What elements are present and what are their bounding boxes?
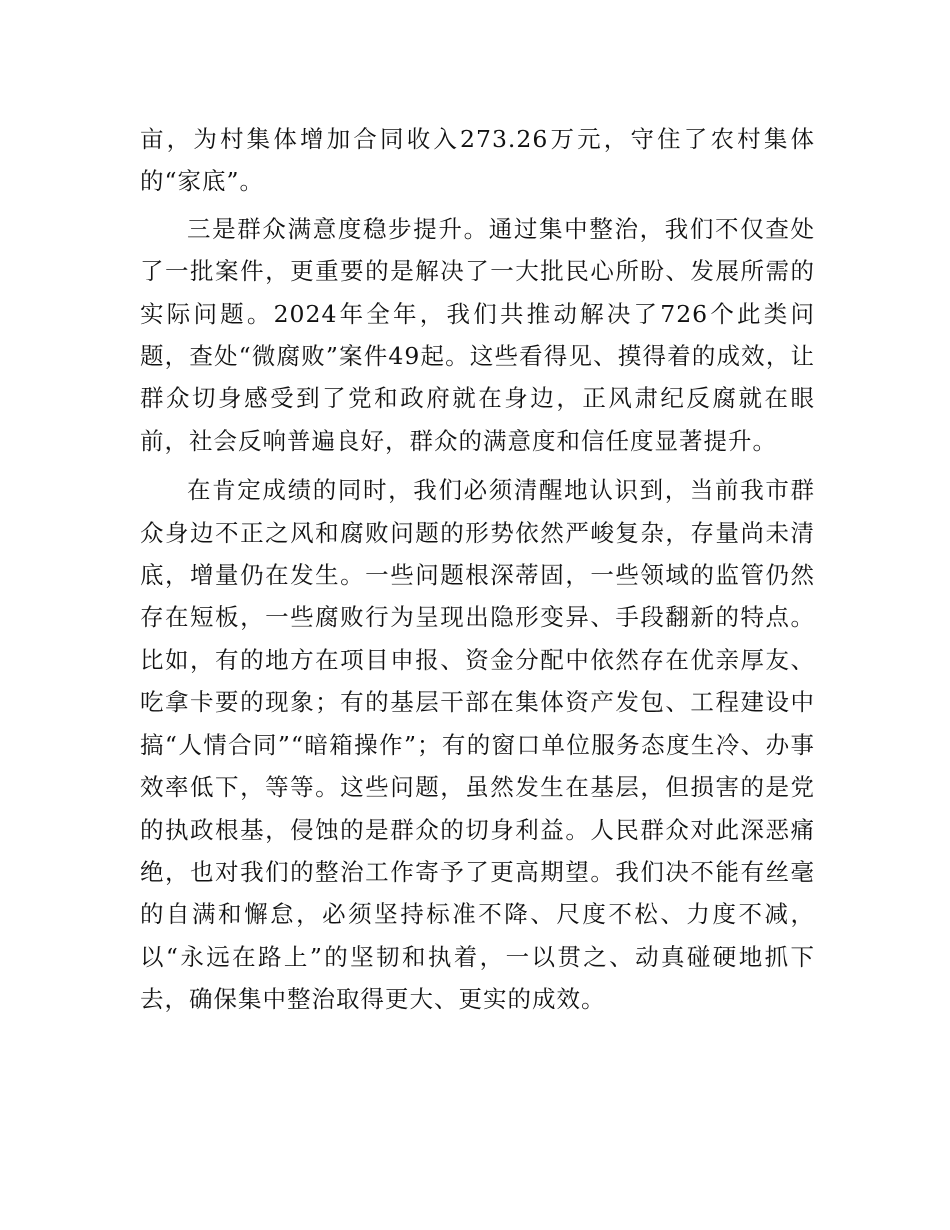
paragraph-continuation: 亩，为村集体增加合同收入273.26万元，守住了农村集体的“家底”。 — [140, 125, 815, 196]
paragraph-satisfaction: 三是群众满意度稳步提升。通过集中整治，我们不仅查处了一批案件，更重要的是解决了一大批民心所盼、发展所需的实际问题。2024年全年，我们共推动解决了726个此类问题，查处“微腐败”案件49起。这些看得见、摸得着的成效，让群众切身感受到了党和政府就在身边，正风肃纪反腐就在眼前，社会反响普遍良好，群众的满意度和信任度显著提升。 — [140, 214, 815, 455]
paragraph-challenges: 在肯定成绩的同时，我们必须清醒地认识到，当前我市群众身边不正之风和腐败问题的形势依然严峻复杂，存量尚未清底，增量仍在发生。一些问题根深蒂固，一些领域的监管仍然存在短板，一些腐败行为呈现出隐形变异、手段翻新的特点。比如，有的地方在项目申报、资金分配中依然存在优亲厚友、吃拿卡要的现象；有的基层干部在集体资产发包、工程建设中搞“人情合同”“暗箱操作”；有的窗口单位服务态度生冷、办事效率低下，等等。这些问题，虽然发生在基层，但损害的是党的执政根基，侵蚀的是群众的切身利益。人民群众对此深恶痛绝，也对我们的整治工作寄予了更高期望。我们决不能有丝毫的自满和懈怠，必须坚持标准不降、尺度不松、力度不减，以“永远在路上”的坚韧和执着，一以贯之、动真碰硬地抓下去，确保集中整治取得更大、更实的成效。 — [140, 476, 815, 1014]
document-body — [140, 118, 815, 1021]
